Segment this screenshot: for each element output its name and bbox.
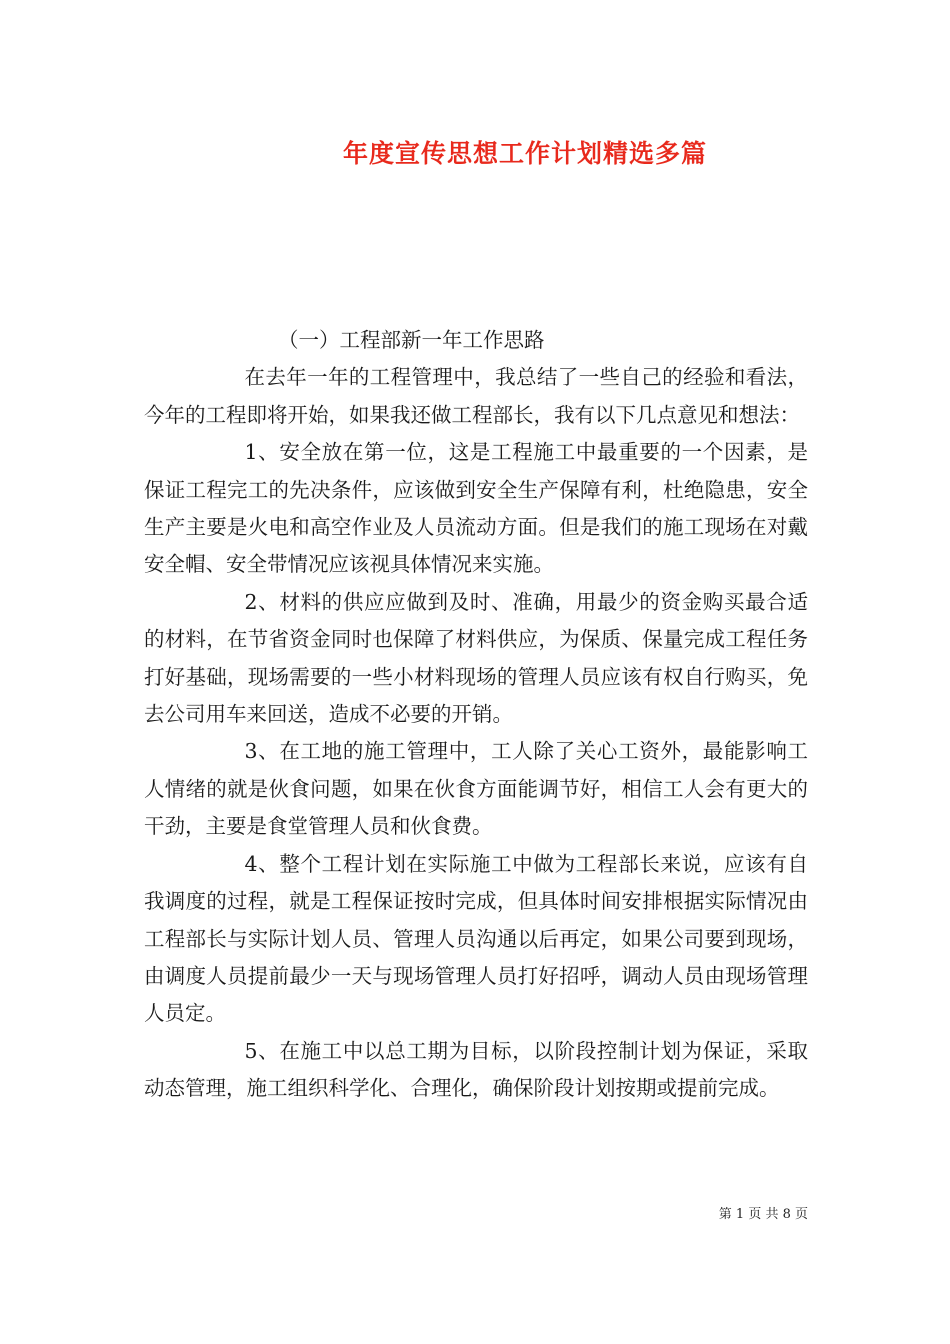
page-number: 第 1 页 共 8 页 [718, 1207, 808, 1222]
document-body [144, 322, 808, 1108]
paragraph-item-5: 5、在施工中以总工期为目标，以阶段控制计划为保证，采取动态管理，施工组织科学化、合理化，确保阶段计划按期或提前完成。 [144, 1038, 808, 1101]
paragraph-item-4: 4、整个工程计划在实际施工中做为工程部长来说，应该有自我调度的过程，就是工程保证按时完成，但具体时间安排根据实际情况由工程部长与实际计划人员、管理人员沟通以后再定，如果公司要到现场，由调度人员提前最少一天与现场管理人员打好招呼，调动人员由现场管理人员定。 [144, 851, 808, 1026]
section-heading: （一）工程部新一年工作思路 [278, 328, 545, 352]
paragraph-item-3: 3、在工地的施工管理中，工人除了关心工资外，最能影响工人情绪的就是伙食问题，如果在伙食方面能调节好，相信工人会有更大的干劲，主要是食堂管理人员和伙食费。 [144, 739, 808, 839]
paragraph-item-1: 1、安全放在第一位，这是工程施工中最重要的一个因素，是保证工程完工的先决条件，应该做到安全生产保障有利，杜绝隐患，安全生产主要是火电和高空作业及人员流动方面。但是我们的施工现场在对戴安全帽、安全带情况应该视具体情况来实施。 [144, 440, 808, 577]
paragraph-item-2: 2、材料的供应应做到及时、准确，用最少的资金购买最合适的材料，在节省资金同时也保障了材料供应，为保质、保量完成工程任务打好基础，现场需要的一些小材料现场的管理人员应该有权自行购买，免去公司用车来回送，造成不必要的开销。 [144, 589, 808, 727]
document-title: 年度宣传思想工作计划精选多篇 [342, 139, 707, 168]
paragraph-intro: 在去年一年的工程管理中，我总结了一些自己的经验和看法，今年的工程即将开始，如果我还做工程部长，我有以下几点意见和想法： [144, 365, 808, 427]
